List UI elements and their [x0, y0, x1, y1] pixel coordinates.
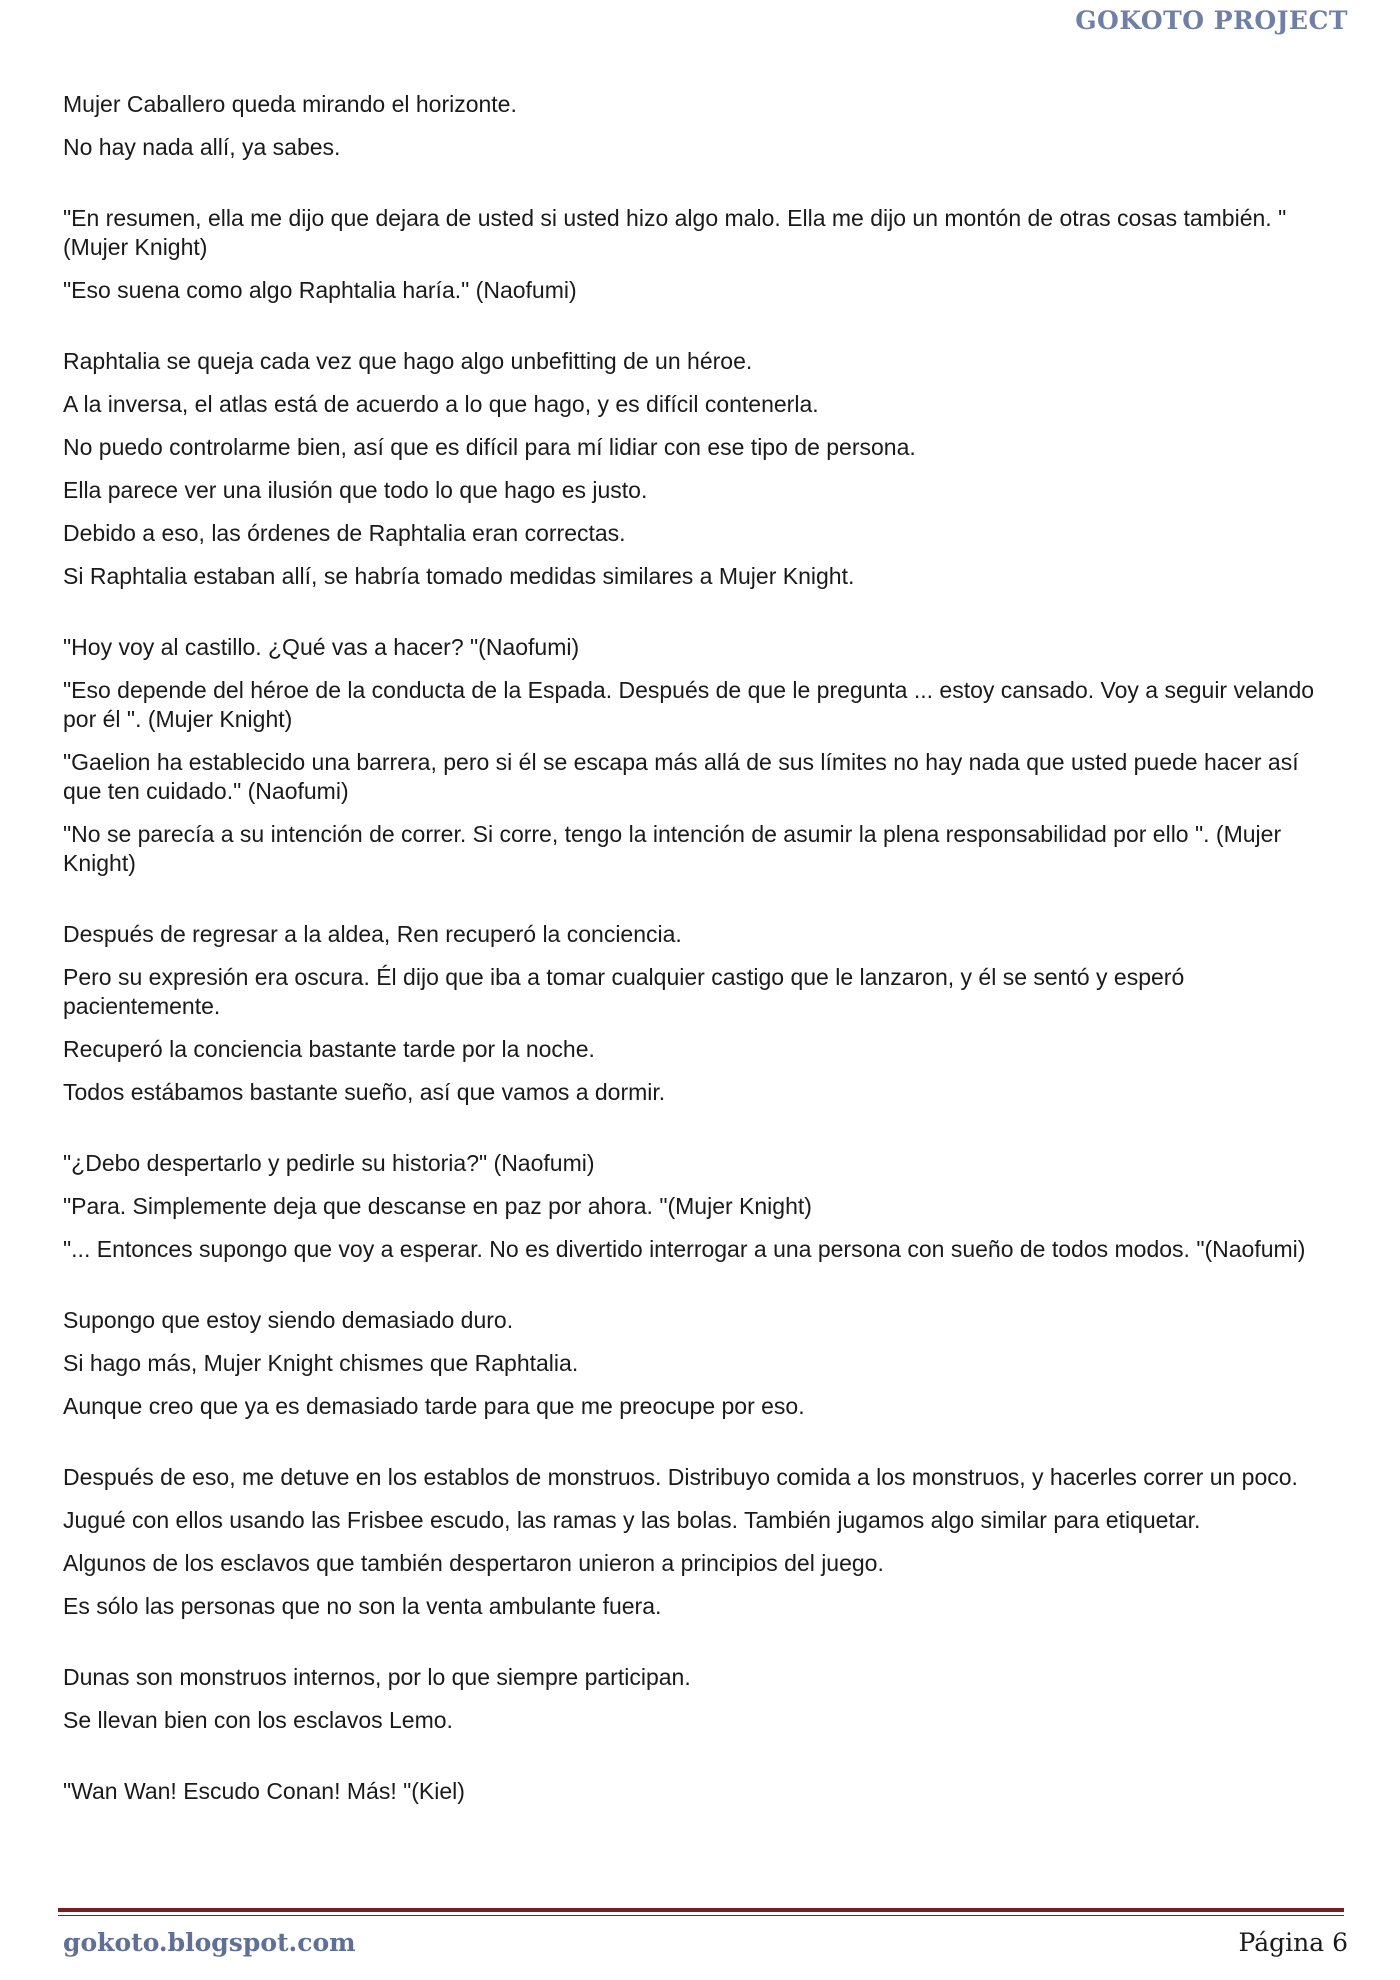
paragraph: "... Entonces supongo que voy a esperar. No es divertido interrogar a una persona con sueño de todos modos. "(Naofumi)	[63, 1236, 1306, 1262]
paragraph: Después de eso, me detuve en los establos de monstruos. Distribuyo comida a los monstruos, y hacerles correr un poco.	[63, 1464, 1298, 1490]
paragraph: A la inversa, el atlas está de acuerdo a lo que hago, y es difícil contenerla.	[63, 391, 819, 417]
footer-blog-link[interactable]: gokoto.blogspot.com	[63, 1928, 356, 1957]
paragraph: Mujer Caballero queda mirando el horizonte.	[63, 91, 517, 117]
paragraph: "Hoy voy al castillo. ¿Qué vas a hacer? "(Naofumi)	[63, 634, 580, 660]
paragraph: Recuperó la conciencia bastante tarde por la noche.	[63, 1036, 595, 1062]
paragraph: "Eso depende del héroe de la conducta de la Espada. Después de que le pregunta ... estoy cansado. Voy a seguir velando por él ". (Mujer Knight)	[63, 677, 1315, 732]
paragraph: "Para. Simplemente deja que descanse en paz por ahora. "(Mujer Knight)	[63, 1193, 812, 1219]
header-brand: GOKOTO PROJECT	[1075, 6, 1348, 35]
paragraph: "Wan Wan! Escudo Conan! Más! "(Kiel)	[63, 1778, 465, 1804]
paragraph: No hay nada allí, ya sabes.	[63, 134, 341, 160]
paragraph: Después de regresar a la aldea, Ren recuperó la conciencia.	[63, 921, 682, 947]
paragraph: Pero su expresión era oscura. Él dijo que iba a tomar cualquier castigo que le lanzaron, y él se sentó y esperó pacientemente.	[63, 964, 1185, 1019]
paragraph: Es sólo las personas que no son la venta ambulante fuera.	[63, 1593, 662, 1619]
paragraph: Supongo que estoy siendo demasiado duro.	[63, 1307, 514, 1333]
paragraph: "Gaelion ha establecido una barrera, pero si él se escapa más allá de sus límites no hay nada que usted puede hacer así que ten cuidado." (Naofumi)	[63, 749, 1299, 804]
paragraph: "¿Debo despertarlo y pedirle su historia?" (Naofumi)	[63, 1150, 595, 1176]
paragraph: Aunque creo que ya es demasiado tarde para que me preocupe por eso.	[63, 1393, 805, 1419]
paragraph: "Eso suena como algo Raphtalia haría." (Naofumi)	[63, 277, 577, 303]
footer-divider	[58, 1908, 1344, 1912]
paragraph: "No se parecía a su intención de correr. Si corre, tengo la intención de asumir la plena responsabilidad por ello ". (Mujer Knight)	[63, 821, 1282, 876]
paragraph: Todos estábamos bastante sueño, así que vamos a dormir.	[63, 1079, 666, 1105]
paragraph: Algunos de los esclavos que también despertaron unieron a principios del juego.	[63, 1550, 884, 1576]
document-body	[63, 90, 1333, 1820]
paragraph: No puedo controlarme bien, así que es difícil para mí lidiar con ese tipo de persona.	[63, 434, 916, 460]
paragraph: Dunas son monstruos internos, por lo que siempre participan.	[63, 1664, 691, 1690]
paragraph: "En resumen, ella me dijo que dejara de usted si usted hizo algo malo. Ella me dijo un montón de otras cosas también. "(Mujer Knight)	[63, 205, 1287, 260]
paragraph: Jugué con ellos usando las Frisbee escudo, las ramas y las bolas. También jugamos algo similar para etiquetar.	[63, 1507, 1201, 1533]
footer-divider-thin	[58, 1915, 1344, 1916]
paragraph: Raphtalia se queja cada vez que hago algo unbefitting de un héroe.	[63, 348, 753, 374]
footer-page-number: Página 6	[1238, 1928, 1348, 1957]
paragraph: Debido a eso, las órdenes de Raphtalia eran correctas.	[63, 520, 626, 546]
paragraph: Ella parece ver una ilusión que todo lo que hago es justo.	[63, 477, 648, 503]
paragraph: Si hago más, Mujer Knight chismes que Raphtalia.	[63, 1350, 579, 1376]
paragraph: Se llevan bien con los esclavos Lemo.	[63, 1707, 453, 1733]
paragraph: Si Raphtalia estaban allí, se habría tomado medidas similares a Mujer Knight.	[63, 563, 855, 589]
